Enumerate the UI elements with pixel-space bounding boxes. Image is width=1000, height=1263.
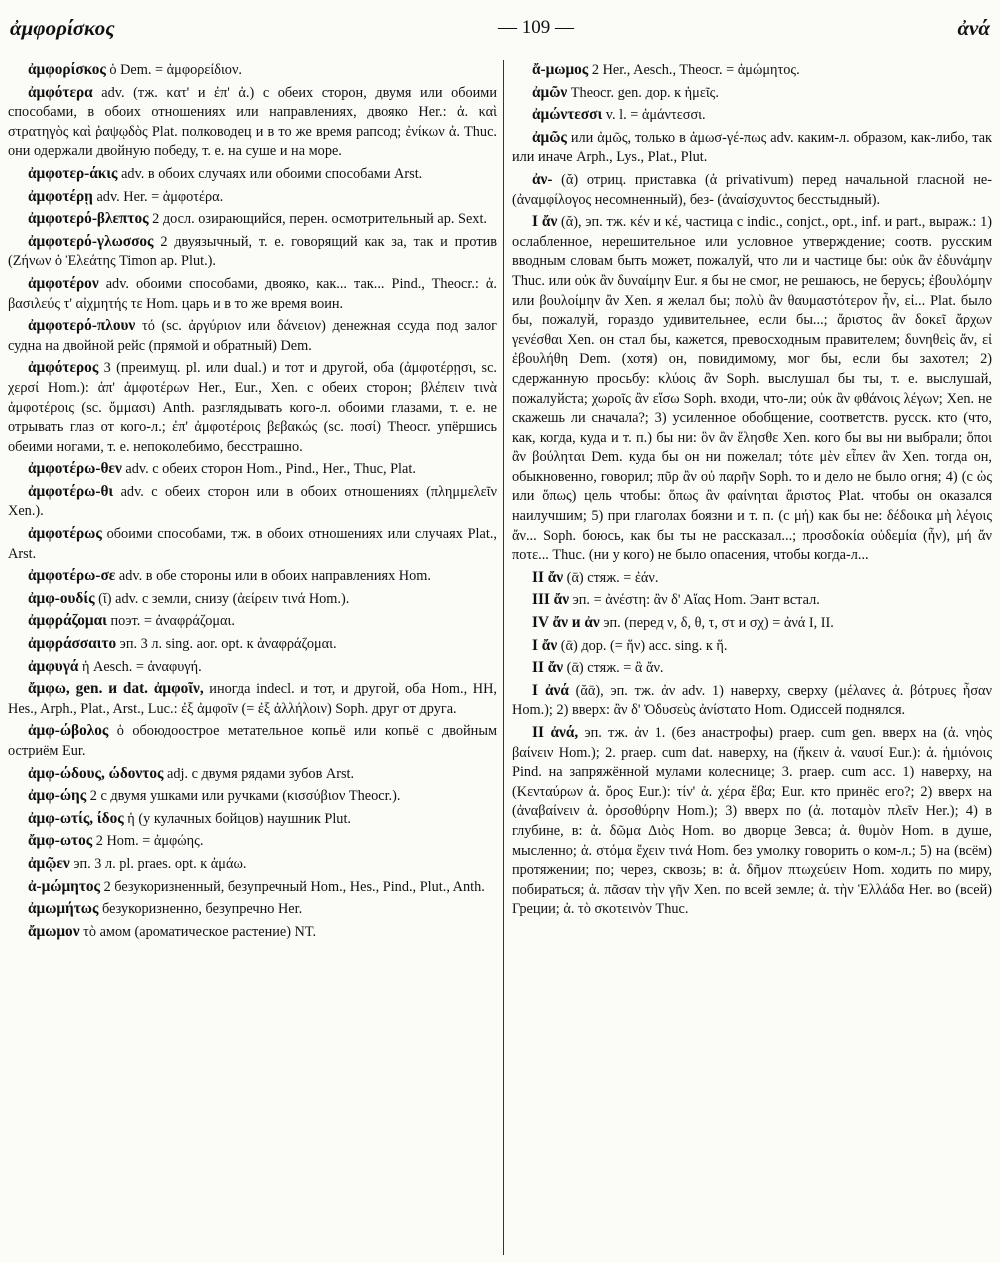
dictionary-entry	[8, 358, 497, 457]
entry-definition: 2 двуязычный, т. е. говорящий как за, так и против (Ζήνων ὁ Ἐλεάτης Timon ap. Plut.).	[8, 233, 497, 270]
entry-headword: III ἄν	[532, 591, 570, 609]
entry-definition: Theocr. gen. дор. к ἡμεῖς.	[567, 84, 719, 101]
entry-definition: adv. с обеих сторон или в обоих отношениях (πλημμελεῖν Xen.).	[8, 483, 497, 520]
dictionary-entry	[8, 922, 497, 943]
dictionary-entry	[512, 212, 992, 566]
dictionary-entry	[8, 611, 497, 632]
dictionary-entry	[8, 831, 497, 852]
entry-headword: ἀν-	[532, 170, 553, 188]
entry-definition: эп. тж. ἀν 1. (без анастрофы) praep. cum gen. вверх на (ἀ. νηὸς βαίνειν Hom.); 2. praep. cum dat. наверху, на (ἥκειν ἀ. ναυσί Eur.): ἀ. ἡμιόνοις Pind. на запряжённой мулами колеснице; 3. praep. cum acc. 1) наверху, на (Κενταύρων ἀ. ὄρος Eur.): τίν' ἀ. χέρα ἔβα; Eur. кто принёс его?; 2) вверх на (ἀναβαίνειν ἀ. ὀρσοθύρην Hom.); 3) вверх по (ἀ. ποταμὸν πλεῖν Her.); 4) в глубине, в: ἀ. δῶμα Διὸς Hom. во дворце Зевса; ἀ. θυμὸν Hom. в душе, мысленно; ἀ. στόμα ἔχειν τινά Hom. без умолку говорить о ком-л.; 5) на (всём) протяжении; по; через, сквозь; в: ἀ. δῆμον πτωχεύειν Hom. ходить по миру, побираться; ἀ. πᾶσαν τὴν γῆν Xen. по всей земле; ἀ. τὴν Ἑλλάδα Her. во (всей) Греции; ἀ. τὸ σκοτεινὸν Thuc.	[512, 725, 992, 918]
dictionary-entry	[8, 634, 497, 655]
dictionary-entry	[8, 482, 497, 522]
entry-headword: II ἀνά,	[532, 724, 579, 741]
entry-headword: ἀμῶν	[532, 83, 568, 101]
entry-headword: ἀμφοτερό-γλωσσος	[28, 232, 154, 250]
entry-definition: 2 Her., Aesch., Theocr. = ἀμώμητος.	[588, 62, 800, 78]
entry-definition: adv. в обоих случаях или обоими способами Arst.	[117, 165, 423, 182]
entry-headword: IV ἄν и ἀν	[532, 614, 600, 632]
dictionary-entry	[8, 854, 497, 875]
entry-headword: ἀμφ-ωτίς, ίδος	[28, 809, 124, 827]
entry-definition: ὁ Dem. = ἀμφορείδιον.	[105, 62, 242, 78]
entry-headword: ἀμφοτέρῃ	[28, 187, 93, 205]
entry-headword: ἀμφράσσαιτο	[28, 635, 117, 653]
dictionary-entry	[512, 658, 992, 679]
dictionary-entry	[8, 209, 497, 230]
entry-headword: ἀμφοτέρως	[28, 525, 102, 543]
entry-definition: (ᾱ) стяж. = ἃ ἄν.	[563, 660, 664, 677]
entry-headword: ἀμῶς	[532, 128, 567, 146]
entry-headword: I ἄν	[532, 213, 558, 231]
entry-definition: v. l. = ἀμάντεσσι.	[602, 107, 706, 124]
entry-definition: adv. с обеих сторон Hom., Pind., Her., Thuc, Plat.	[121, 461, 416, 478]
entry-headword: ἄμωμον	[28, 922, 80, 940]
page-number: — 109 —	[498, 17, 575, 38]
entry-definition: 3 (преимущ. pl. или dual.) и тот и другой, оба (ἀμφοτέρῃσι, sc. χερσί Hom.): ἀπ' ἀμφοτέρων Her., Eur., Xen. с обеих сторон; βλέπειν τινὰ ἀμφοτέροις (sc. ὄμμασι) Anth. разглядывать кого-л. обоими глазами, т. е. не отрывать глаз от кого-л.; ἐπ' ἀμφοτέροις βεβακώς (sc. ποσί) Theocr. упёршись обеими ногами, т. е. непоколебимо, бесстрашно.	[8, 360, 497, 455]
entry-definition: ὁ обоюдоострое метательное копьё или копьё с двойным остриём Eur.	[8, 723, 497, 759]
dictionary-entry	[512, 681, 992, 721]
dictionary-entry	[512, 170, 992, 210]
entry-definition: обоими способами, тж. в обоих отношениях или случаях Plat., Arst.	[8, 526, 497, 562]
entry-headword: II ἄν	[532, 659, 564, 677]
entry-definition: (ᾱ) стяж. = ἐάν.	[563, 569, 659, 586]
dictionary-entry	[8, 566, 497, 587]
dictionary-entry	[512, 128, 992, 168]
entry-headword: ἀμφ-ώβολος	[28, 722, 109, 740]
entry-definition: 2 безукоризненный, безупречный Hom., Hes., Pind., Plut., Anth.	[100, 878, 485, 895]
dictionary-entry	[512, 83, 992, 104]
right-column	[512, 60, 992, 1255]
dictionary-entry	[8, 721, 497, 761]
entry-definition: (ᾱ) дор. (= ἥν) acc. sing. к ἥ.	[557, 637, 728, 654]
entry-headword: ἀ-μώμητος	[28, 877, 100, 895]
entry-definition: adv. Her. = ἀμφοτέρα.	[92, 188, 224, 205]
left-column	[8, 60, 504, 1255]
dictionary-entry	[8, 316, 497, 356]
entry-definition: безукоризненно, безупречно Her.	[98, 901, 303, 918]
entry-headword: ἄμφ-ωτος	[28, 832, 93, 850]
entry-definition: (ᾰᾱ), эп. тж. ἀν adv. 1) наверху, сверху (μέλανες ἀ. βότρυες ἦσαν Hom.); 2) вверх: ἂν δ' Ὀδυσεὺς ἀνίστατο Hom. Одиссей поднялся.	[512, 682, 992, 719]
entry-headword: I ἀνά	[532, 681, 569, 699]
entry-headword: ἀμφράζομαι	[28, 612, 107, 630]
dictionary-entry	[8, 524, 497, 564]
entry-definition: эп. 3 л. pl. praes. opt. к ἀμάω.	[69, 855, 247, 872]
dictionary-entry	[512, 723, 992, 920]
entry-headword: ἀμφ-ουδίς	[28, 589, 95, 607]
entry-headword: ἀμωμήτως	[28, 900, 99, 918]
entry-headword: ἀμφοτερ-άκις	[28, 164, 118, 182]
entry-definition: поэт. = ἀναφράζομαι.	[106, 613, 235, 630]
entry-definition: adv. обоими способами, двояко, как... так... Pind., Theocr.: ἀ. βασιλεύς τ' αἰχμητής τε Hom. царь и в то же время воин.	[8, 275, 497, 312]
dictionary-entry	[512, 568, 992, 589]
entry-headword: ἀμφορίσκος	[28, 61, 106, 78]
entry-headword: ἄμφω, gen. и dat. ἀμφοῖν,	[28, 680, 204, 698]
entry-headword: ἄ-μωμος	[532, 61, 589, 78]
right-running-head: ἀνά	[957, 15, 990, 40]
entry-definition: эп. (перед ν, δ, θ, τ, στ и σχ) = ἀνά I, II.	[599, 615, 834, 632]
entry-headword: ἀμφοτερό-πλουν	[28, 317, 136, 335]
entry-headword: ἀμφότερος	[28, 359, 99, 377]
entry-headword: ἀμφοτέρω-θεν	[28, 460, 122, 478]
dictionary-entry	[8, 164, 497, 185]
entry-definition: ἡ (у кулачных бойцов) наушник Plut.	[123, 810, 351, 827]
entry-definition: adj. с двумя рядами зубов Arst.	[163, 765, 355, 782]
entry-headword: ἀμφότερα	[28, 83, 93, 101]
entry-headword: ἀμφοτέρω-θι	[28, 482, 114, 500]
left-running-head: ἀμφορίσκος	[10, 15, 115, 40]
entry-headword: ἀμφοτέρον	[28, 274, 99, 292]
entry-definition: (ῐ) adv. с земли, снизу (ἀείρειν τινά Hom.).	[94, 590, 350, 607]
dictionary-entry	[8, 589, 497, 610]
dictionary-entry	[512, 613, 992, 634]
entry-definition: иногда indecl. и тот, и другой, оба Hom., HH, Hes., Arph., Plat., Arst., Luc.: ἐξ ἀμφοῖν (= ἐξ ἀλλήλοιν) Soph. друг от друга.	[8, 681, 497, 717]
dictionary-entry	[8, 899, 497, 920]
entry-definition: эп. = ἀνέστη: ἂν δ' Αἴας Hom. Эант встал.	[569, 592, 820, 609]
entry-headword: ἀμώντεσσι	[532, 106, 603, 124]
dictionary-entry	[8, 60, 497, 81]
entry-definition: эп. 3 л. sing. aor. opt. к ἀναφράζομαι.	[116, 636, 337, 653]
dictionary-entry	[8, 786, 497, 807]
dictionary-entry	[512, 105, 992, 126]
entry-headword: ἀμφ-ώης	[28, 787, 87, 805]
dictionary-entry	[8, 232, 497, 272]
dictionary-entry	[8, 657, 497, 678]
dictionary-entry	[8, 764, 497, 785]
entry-definition: 2 с двумя ушками или ручками (κισσύβιον Theocr.).	[86, 788, 401, 805]
entry-definition: ἡ Aesch. = ἀναφυγή.	[78, 658, 202, 675]
entry-headword: ἀμφ-ώδους, ώδοντος	[28, 764, 164, 782]
entry-headword: ἀμῷεν	[28, 854, 70, 872]
dictionary-entry	[512, 590, 992, 611]
dictionary-entry	[512, 636, 992, 657]
dictionary-entry	[8, 187, 497, 208]
dictionary-entry	[512, 60, 992, 81]
entry-definition: τό (sc. ἀργύριον или δάνειον) денежная ссуда под залог судна на двойной рейс (прямой и обратный) Dem.	[8, 318, 497, 354]
dictionary-entry	[8, 809, 497, 830]
entry-headword: ἀμφοτερό-βλεπτος	[28, 210, 149, 228]
page-header	[10, 8, 990, 48]
entry-definition: 2 Hom. = ἀμφώης.	[92, 833, 204, 850]
entry-headword: ἀμφοτέρω-σε	[28, 567, 116, 585]
dictionary-entry	[8, 459, 497, 480]
entry-headword: II ἄν	[532, 568, 564, 586]
entry-headword: ἀμφυγά	[28, 657, 79, 675]
dictionary-entry	[8, 877, 497, 898]
entry-definition: τὸ амом (ароматическое растение) NT.	[79, 923, 317, 940]
dictionary-entry	[8, 274, 497, 314]
columns	[8, 60, 992, 1255]
entry-definition: или ἀμῶς, только в ἀμωσ-γέ-πως adv. каким-л. образом, как-либо, так или иначе Arph., Lys., Plat., Plut.	[512, 129, 992, 166]
entry-headword: I ἄν	[532, 636, 558, 654]
dictionary-entry	[8, 679, 497, 719]
entry-definition: 2 досл. озирающийся, перен. осмотрительный ap. Sext.	[148, 211, 488, 228]
entry-definition: (ᾰ) отриц. приставка (ἀ privativum) перед начальной гласной не- (ἀναμφίλογος несомненный), без- (ἀναίσχυντος бесстыдный).	[512, 171, 992, 208]
entry-definition: (ᾰ), эп. тж. κέν и κέ, частица с indic., conjct., opt., inf. и part., выраж.: 1) ослабленное, нерешительное или условное утверждение; соотв. русским вводным словам быть может, пожалуй, что ли и частице бы: οὐκ ἂν ἐδυνάμην Thuc. или οὐκ ἂν δυναίμην Eur. я бы не смог, не решаюсь, не берусь; ἐβουλόμην или βουλοίμην ἂν Xen. я желал бы; πολὺ ἂν θαυμαστότερον ἦν, εἰ... Plat. было бы, пожалуй, гораздо удивительнее, если бы...; ἄριστος ἂν δοκεῖ ἄρχων γενέσθαι Xen. он стал бы, кажется, превосходным правителем; δυνηθεὶς ἄν, εἰ ἐβουλήθη Dem. (хотя) он, повидимому, мог бы, если бы захотел; 2) сдержанную просьбу: κλύοις ἂν Soph. выслушал бы ты, т. е. выслушай, пожалуйста; χωροῖς ἂν εἴσω Soph. входи, что-ли; οὐκ ἂν φθάνοις λέγων; Xen. не скажешь ли сначала?; 3) усиленное обобщение, соответств. русск. кто (что, как, когда, куда и т. п.) бы ни: ὃν ἂν ἕλησθε Xen. кого бы вы ни выбрали; ὅποι ἂν βούληται Dem. куда бы он ни пожелал; τότε μὲν εἶπεν ἂν Xen. тогда он, обыкновенно, говорил; πῦρ ἂν οὐ παρῆν Soph. то и дело не было огня; 4) (с ὡς или ὅπως) цель чтобы: ὅπως ἂν φαίνηται ἄριστος Plat. чтобы он оказался наилучшим; 5) при глаголах боязни и т. п. (с μή) как бы не: δέδοικα μὴ λέγοις ἄν... Soph. боюсь, как бы ты не рассказал...; προσδοκία οὐδεμία (ἦν), μή ἄν ποτε... Thuc. (ни у кого) не было опасения, чтобы когда-л...	[512, 214, 992, 564]
entry-definition: adv. в обе стороны или в обоих направлениях Hom.	[115, 568, 431, 585]
entry-definition: adv. (тж. κατ' и ἐπ' ἀ.) с обеих сторон, двумя или обоими способами, в обоих отношениях или направлениях, двояко Her.: ἀ. καὶ στρατηγὸς καὶ ῥαψῳδὸς Plat. полководец и в то же время рапсод; ἐνίκων ἀ. Thuc. они одержали двойную победу, т. е. на суше и на море.	[8, 84, 497, 160]
dictionary-entry	[8, 83, 497, 162]
